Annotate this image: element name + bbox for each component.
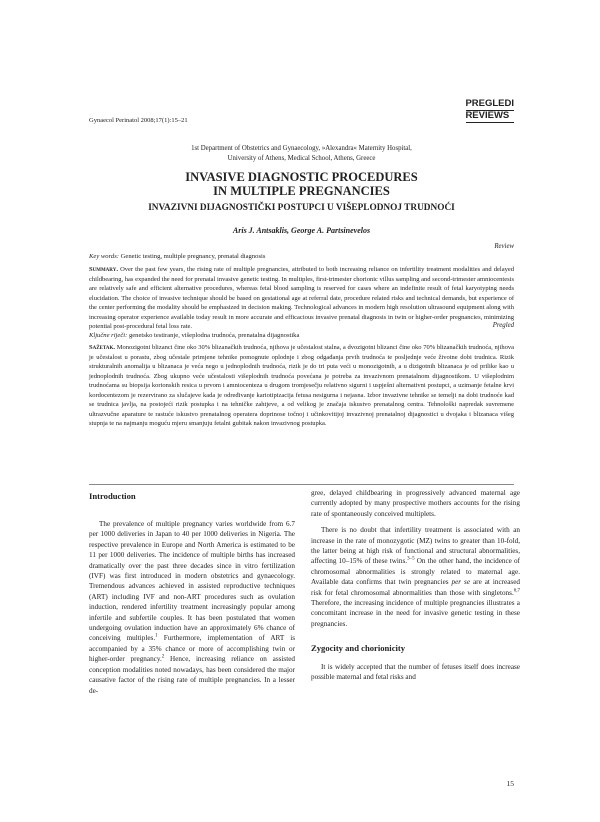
abstract-en [89, 265, 514, 332]
article-type-hr: Pregled [492, 322, 514, 329]
keywords-text-en: Genetic testing, multiple pregnancy, prenatal diagnosis [120, 253, 266, 260]
citation-ref: 3–5 [407, 557, 415, 563]
left-column [89, 519, 295, 702]
abstract-hr [89, 343, 514, 429]
summary-text-en: Over the past few years, the rising rate of multiple pregnancies, attributed to both increasing reliance on infertility treatment modalities and delayed childbearing, has expanded the need for prenatal invasive genetic testing. In multiples, first-trimester chorionic villus sampling and second-trimester amniocentesis are relatively safe and efficient alternative procedures, whereas fetal blood sampling is reserved for cases where an indefinite result of fetal karyotyping needs elucidation. The choice of invasive technique should be based on gestational age at referral date, procedure related risks and technical demands, but experience of the center performing the modality should be emphasized in decision making. Technological advances in modern high resolution ultrasound equipment along with increasing operator experience available today result in more accurate and efficacious invasive prenatal diagnosis in twin or higher-order pregnancies, minimizing potential post-procedural fetal loss rate. [89, 266, 514, 330]
article-type-en: Review [494, 243, 514, 250]
abstract-separator [89, 484, 514, 485]
affiliation-line-2: University of Athens, Medical School, Athens, Greece [227, 155, 376, 162]
keywords-text-hr: genetsko testiranje, višeplodna trudnoća, prenatalna dijagnostika [128, 332, 300, 339]
keywords-label-hr: Ključne riječi: [89, 332, 128, 339]
intro-p1-b: Furthermore, implementation of ART is accompanied by a 35% chance or more of accomplishing twin or higher-order pregnancy. [89, 634, 295, 664]
title-english [89, 170, 514, 198]
citation-ref: 1 [155, 634, 158, 640]
intro-paragraph-1 [89, 519, 295, 696]
keywords-en [89, 253, 514, 260]
intro-p1-c: Hence, increasing reliance on assisted conception modalities noted nowadays, has been considered the major causative factor of the rising rate of multiple pregnancies. In a lesser de- [89, 655, 295, 695]
right-column [311, 488, 520, 689]
page-number: 15 [506, 779, 514, 788]
summary-label-hr: Sažetak. [89, 344, 115, 351]
summary-text-hr: Monozigotni blizanci čine oko 30% blizanačkih trudnoća, njihova je učestalost stalna, a dvozigotni blizanci čine oko 70% blizanačkih trudnoća, njihova je učestalost u porastu, zbog učestale primjene tehnike pomognute oplodnje i zbog odgađanja prvih trudnoća te posljednje veće životne dobi trudnica. Rizik strukturalnih anomalija u blizanaca je veća nego u jednoplodnih trudnoća, rizik je do tri puta veći u monozigotnih, a u dizigotnih blizanaca je od prilike kao u jednoplodnih trudnoća. Zbog ukupno veće učestalosti višeplodnih trudnoća povećana je potreba za invazivnom prenatalnom dijagnostikom. U višeplodnim trudnoćama su biopsija korionskih resica u prvom i amniocenteza u drugom tromjesečju relativno sigurni i uspješni alternativni postupci, a uzimanje fetalne krvi kordocentezom je rezervirano za slučajeve kada je određivanje kariotipizacija fetusa nesigurna i nejasna. Izbor invazivne tehnike se temelji na dobi trudnoće kad se trudnica javlja, na postojeći rizik postupka i na tehničke zahtjeve, a od velikog je značaja iskustvo prenatalnog centra. Tehnološki napredak suvremene ultrazvučne aparature te rastuće iskustvo prenatalnog operatera doprinose točnoj i učinkovitijoj invazivnoj prenatalnoj dijagnostici u dvojaka i blizanaca višeg stupnja te na najmanju moguću mjeru smanjuju fetalni gubitak nakon invazivnog postupka. [89, 344, 515, 427]
keywords-hr [89, 332, 514, 339]
summary-label-en: Summary. [89, 266, 118, 273]
title-croatian: INVAZIVNI DIJAGNOSTIČKI POSTUPCI U VIŠEPLODNOJ TRUDNOĆI [148, 203, 455, 213]
affiliation-line-1: 1st Department of Obstetrics and Gynaecology, »Alexandra« Maternity Hospital, [191, 145, 412, 152]
section-label-hr: PREGLEDI [465, 98, 514, 109]
affiliation [89, 144, 514, 164]
introduction-heading: Introduction [89, 491, 136, 501]
zygosity-heading: Zygocity and chorionicity [311, 643, 406, 654]
section-rule-top [466, 110, 514, 111]
intro-p1-a: The prevalence of multiple pregnancy varies worldwide from 6.7 per 1000 deliveries in Japan to 40 per 1000 deliveries in Nigeria. The respective prevalence in Europe and North America is estimated to be 11 per 1000 deliveries. The incidence of multiple births has increased dramatically over the past three decades since in vitro fertilization (IVF) was first introduced in modern obstetrics and gynaecology. Tremendous advances achieved in assisted reproductive techniques (ART) including IVF and non-ART procedures such as ovulation induction, rendered infertility treatment increasingly popular among infertile and subfertile couples. It has been postulated that women undergoing ovulation induction have an approximately 6% chance of conceiving multiples. [89, 520, 295, 643]
intro-p2-italic: per se [451, 578, 471, 587]
intro-p2-d: Therefore, the increasing incidence of multiple pregnancies illustrates a concomitant increase in the need for invasive genetic testing in these pregnancies. [311, 599, 520, 628]
intro-p2-c: are at increased risk for fetal chromosomal abnormalities than those with singletons. [311, 578, 520, 597]
title-en-line-1: INVASIVE DIAGNOSTIC PROCEDURES [185, 170, 418, 184]
intro-p2-a: There is no doubt that infertility treatment is associated with an increase in the rate of monozygotic (MZ) twins to greater than 10-fold, the latter being at high risk of functional and structural abnormalities, affecting 10–15% of these twins. [311, 526, 520, 566]
citation-ref: 6,7 [513, 588, 520, 594]
keywords-label-en: Key words: [89, 253, 119, 260]
zygosity-paragraph-1: It is widely accepted that the number of fetuses itself does increase possible maternal and fetal risks and [311, 662, 520, 682]
intro-paragraph-2 [311, 525, 520, 629]
intro-paragraph-1-continued: gree, delayed childbearing in progressively advanced maternal age currently adopted by many prospective mothers accounts for the rising rate of spontaneously conceived multiplets. [311, 489, 520, 518]
title-en-line-2: IN MULTIPLE PREGNANCIES [213, 184, 390, 198]
authors: Aris J. Antsaklis, George A. Partsinevelos [232, 226, 371, 235]
section-label-en: REVIEWS [465, 110, 510, 121]
intro-p2-b: On the other hand, the incidence of chromosomal abnormalities is strongly related to maternal age. Available data confirms that twin pregnancies [311, 557, 520, 587]
journal-citation: Gynaecol Perinatol 2008;17(1):15–21 [89, 117, 188, 124]
citation-ref: 2 [161, 654, 165, 660]
section-rule-bottom [466, 122, 514, 123]
